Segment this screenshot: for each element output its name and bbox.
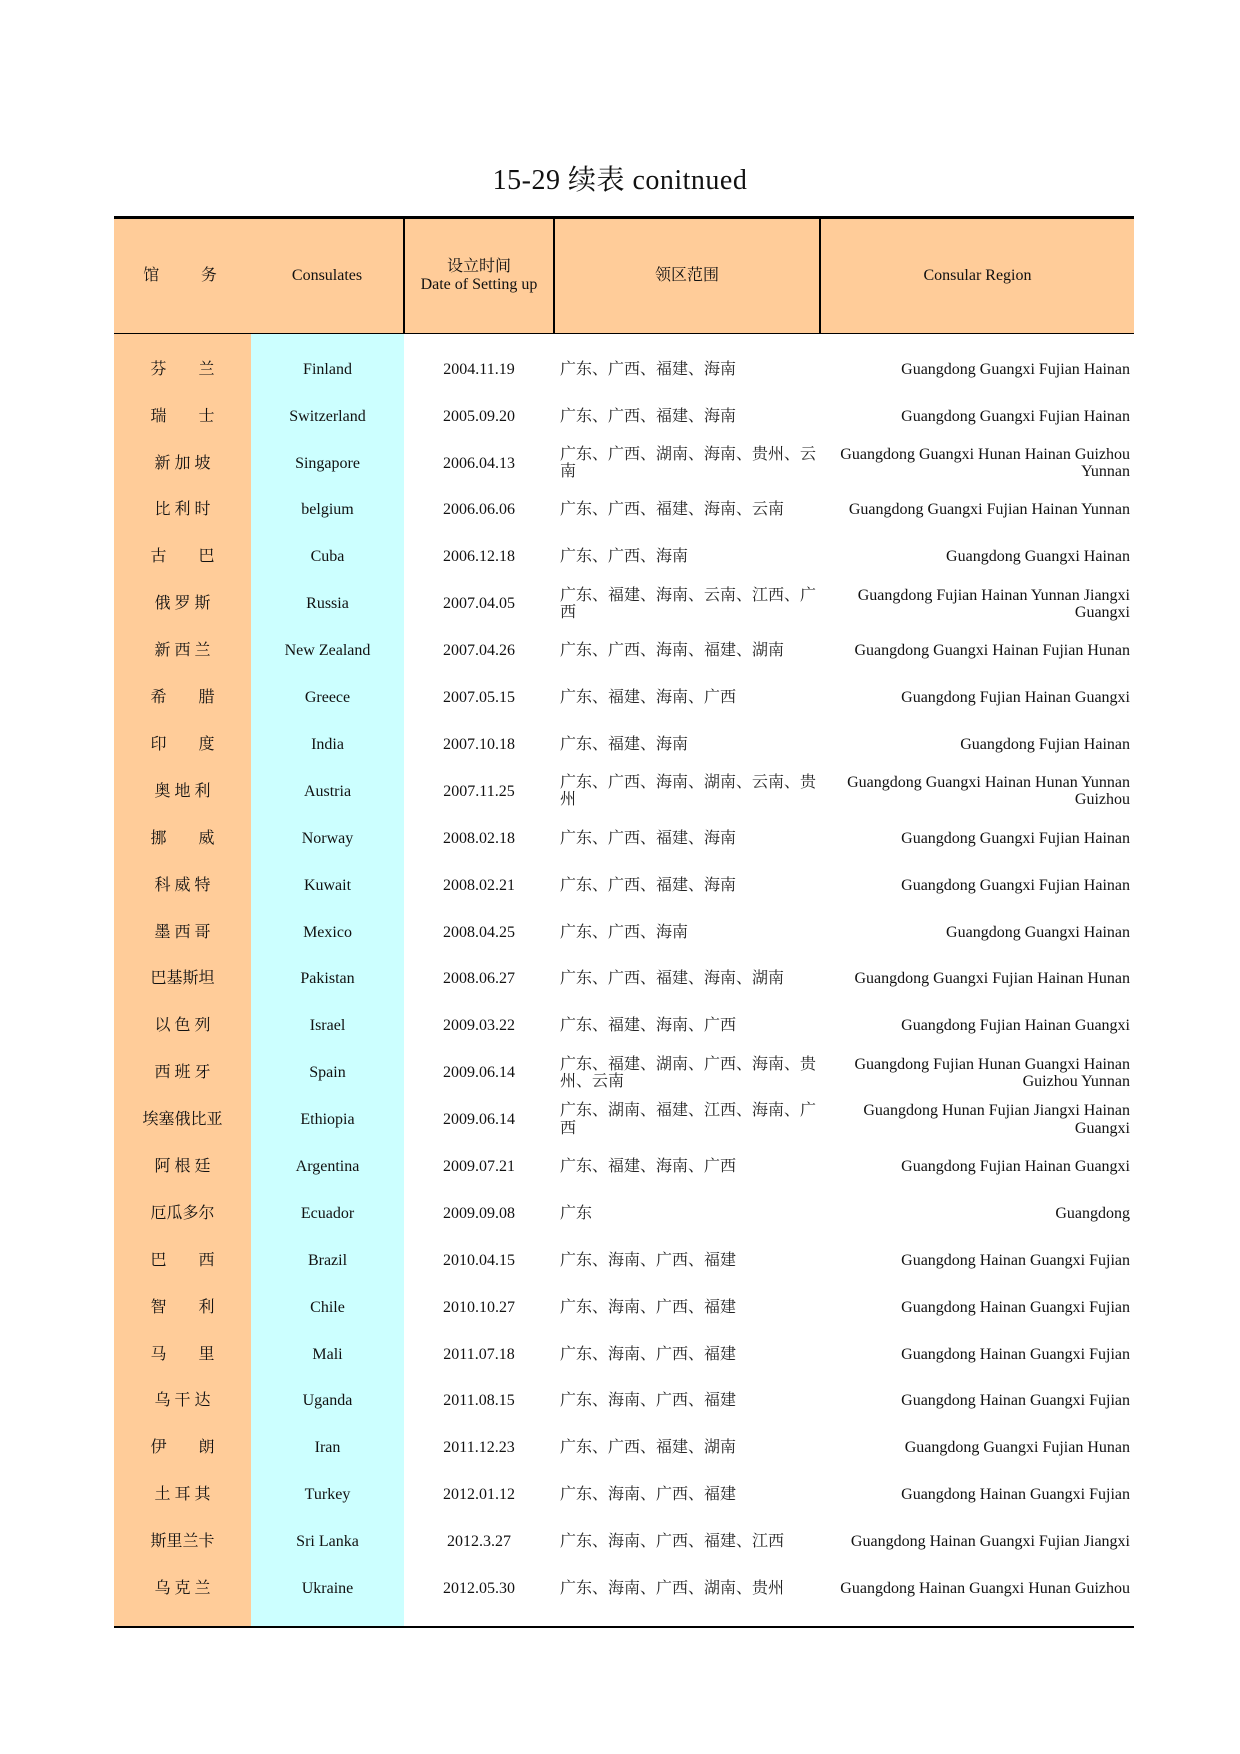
table-row <box>114 1565 1134 1612</box>
setup-date: 2009.07.21 <box>443 1157 515 1175</box>
table-row <box>114 1002 1134 1049</box>
consulate-english-name: Pakistan <box>251 956 404 1003</box>
consular-region-english: Guangdong Fujian Hainan Guangxi <box>901 689 1130 707</box>
consular-region-english: Guangdong Guangxi Fujian Hainan Hunan <box>854 970 1130 988</box>
consulate-chinese-name: 马 里 <box>114 1331 251 1378</box>
consular-region-english: Guangdong Guangxi Hainan <box>946 548 1130 566</box>
table-row <box>114 440 1134 487</box>
setup-date: 2009.09.08 <box>443 1204 515 1222</box>
table-row <box>114 1143 1134 1190</box>
consulate-english-name: Ukraine <box>251 1565 404 1612</box>
consular-region-english: Guangdong Fujian Hainan <box>960 735 1130 753</box>
consular-region-chinese: 广东、福建、海南、广西 <box>560 1017 737 1035</box>
consulate-chinese-name: 巴 西 <box>114 1237 251 1284</box>
table-row <box>114 346 1134 393</box>
table-header-row <box>114 218 1134 334</box>
consular-region-chinese: 广东、广西、福建、海南、云南 <box>560 501 785 519</box>
table-row <box>114 768 1134 815</box>
consular-region-chinese: 广东、广西、福建、海南 <box>560 876 737 894</box>
consular-region-chinese: 广东、福建、海南、广西 <box>560 689 737 707</box>
spacer-cell <box>114 1612 251 1627</box>
consular-region-chinese: 广东、海南、广西、福建 <box>560 1392 737 1410</box>
table-row <box>114 674 1134 721</box>
consular-region-english: Guangdong Guangxi Fujian Hainan <box>901 829 1130 847</box>
consular-region-chinese: 广东、海南、广西、福建 <box>560 1486 737 1504</box>
consular-region-english: Guangdong Guangxi Fujian Hainan <box>901 407 1130 425</box>
consulate-english-name: Ethiopia <box>251 1096 404 1143</box>
consulate-chinese-name: 乌 克 兰 <box>114 1565 251 1612</box>
consular-region-english: Guangdong <box>1055 1204 1130 1222</box>
consulate-chinese-name: 芬 兰 <box>114 346 251 393</box>
consular-region-chinese: 广东、广西、海南 <box>560 548 689 566</box>
table-row <box>114 1096 1134 1143</box>
setup-date: 2010.04.15 <box>443 1251 515 1269</box>
setup-date: 2008.04.25 <box>443 923 515 941</box>
setup-date: 2011.07.18 <box>443 1345 515 1363</box>
table-row <box>114 862 1134 909</box>
setup-date: 2006.04.13 <box>443 454 515 472</box>
consulate-english-name: Sri Lanka <box>251 1518 404 1565</box>
consulate-chinese-name: 土 耳 其 <box>114 1471 251 1518</box>
consulate-english-name: Singapore <box>251 440 404 487</box>
table-row <box>114 1378 1134 1425</box>
consulate-chinese-name: 挪 威 <box>114 815 251 862</box>
consular-region-english: Guangdong Hainan Guangxi Fujian <box>901 1298 1130 1316</box>
setup-date: 2007.10.18 <box>443 735 515 753</box>
consulate-chinese-name: 新 加 坡 <box>114 440 251 487</box>
table-row <box>114 956 1134 1003</box>
setup-date: 2009.06.14 <box>443 1111 515 1129</box>
consulate-chinese-name: 墨 西 哥 <box>114 909 251 956</box>
consular-region-chinese: 广东、福建、海南 <box>560 735 689 753</box>
spacer-cell <box>820 1612 1134 1627</box>
consular-region-chinese: 广东、福建、海南、云南、江西、广西 <box>560 586 817 621</box>
setup-date: 2007.04.05 <box>443 595 515 613</box>
consular-region-chinese: 广东、广西、福建、湖南 <box>560 1439 737 1457</box>
consular-region-chinese: 广东、海南、广西、福建 <box>560 1345 737 1363</box>
table-row <box>114 487 1134 534</box>
setup-date: 2008.02.18 <box>443 829 515 847</box>
setup-date: 2012.05.30 <box>443 1579 515 1597</box>
consulate-chinese-name: 印 度 <box>114 721 251 768</box>
consulates-table <box>114 216 1134 1628</box>
consular-region-english: Guangdong Guangxi Fujian Hunan <box>904 1439 1130 1457</box>
consular-region-chinese: 广东、海南、广西、福建、江西 <box>560 1533 785 1551</box>
consulate-chinese-name: 俄 罗 斯 <box>114 580 251 627</box>
consular-region-chinese: 广东、广西、海南、福建、湖南 <box>560 642 785 660</box>
consular-region-english: Guangdong Guangxi Fujian Hainan <box>901 360 1130 378</box>
consulate-english-name: India <box>251 721 404 768</box>
consulate-chinese-name: 智 利 <box>114 1284 251 1331</box>
spacer-cell <box>554 334 820 347</box>
table-row <box>114 721 1134 768</box>
spacer-cell <box>820 334 1134 347</box>
consulate-chinese-name: 瑞 士 <box>114 393 251 440</box>
consular-region-english: Guangdong Fujian Hainan Guangxi <box>901 1017 1130 1035</box>
table-row <box>114 1424 1134 1471</box>
header-consulates: Consulates <box>251 218 404 334</box>
setup-date: 2006.12.18 <box>443 548 515 566</box>
table-row <box>114 909 1134 956</box>
consulate-chinese-name: 西 班 牙 <box>114 1049 251 1096</box>
setup-date: 2008.06.27 <box>443 970 515 988</box>
consulate-english-name: Israel <box>251 1002 404 1049</box>
header-region-en: Consular Region <box>820 218 1134 334</box>
consular-region-english: Guangdong Hainan Guangxi Fujian <box>901 1486 1130 1504</box>
consular-region-english: Guangdong Fujian Hainan Guangxi <box>901 1157 1130 1175</box>
table-row <box>114 627 1134 674</box>
table-spacer-row <box>114 334 1134 347</box>
consulate-english-name: New Zealand <box>251 627 404 674</box>
consulate-english-name: Mexico <box>251 909 404 956</box>
consulate-chinese-name: 新 西 兰 <box>114 627 251 674</box>
table-end-row <box>114 1612 1134 1627</box>
consular-region-english: Guangdong Guangxi Hainan <box>946 923 1130 941</box>
consulate-english-name: Finland <box>251 346 404 393</box>
setup-date: 2008.02.21 <box>443 876 515 894</box>
consulate-chinese-name: 乌 干 达 <box>114 1378 251 1425</box>
consulate-chinese-name: 埃塞俄比亚 <box>114 1096 251 1143</box>
consulate-english-name: Greece <box>251 674 404 721</box>
consular-region-english: Guangdong Guangxi Fujian Hainan <box>901 876 1130 894</box>
consulate-chinese-name: 厄瓜多尔 <box>114 1190 251 1237</box>
consulate-chinese-name: 伊 朗 <box>114 1424 251 1471</box>
table-row <box>114 1471 1134 1518</box>
consular-region-english: Guangdong Fujian Hainan Yunnan Jiangxi Guangxi <box>857 586 1130 621</box>
table-row <box>114 534 1134 581</box>
header-date-en: Date of Setting up <box>420 276 538 293</box>
consulate-english-name: Iran <box>251 1424 404 1471</box>
consular-region-english: Guangdong Hainan Guangxi Fujian <box>901 1392 1130 1410</box>
consulate-english-name: Norway <box>251 815 404 862</box>
consulate-english-name: Kuwait <box>251 862 404 909</box>
header-chinese-name: 馆 务 <box>114 218 251 334</box>
setup-date: 2005.09.20 <box>443 407 515 425</box>
consulate-chinese-name: 比 利 时 <box>114 487 251 534</box>
table-row <box>114 1049 1134 1096</box>
setup-date: 2011.08.15 <box>443 1392 515 1410</box>
consulate-chinese-name: 以 色 列 <box>114 1002 251 1049</box>
consulate-english-name: belgium <box>251 487 404 534</box>
header-region-cn: 领区范围 <box>554 218 820 334</box>
setup-date: 2007.11.25 <box>443 782 515 800</box>
consular-region-english: Guangdong Hainan Guangxi Hunan Guizhou <box>840 1579 1130 1597</box>
header-date <box>404 218 554 334</box>
consulate-chinese-name: 古 巴 <box>114 534 251 581</box>
consular-region-chinese: 广东、海南、广西、福建 <box>560 1298 737 1316</box>
consulate-english-name: Austria <box>251 768 404 815</box>
consulate-english-name: Russia <box>251 580 404 627</box>
table-row <box>114 580 1134 627</box>
spacer-cell <box>554 1612 820 1627</box>
consular-region-chinese: 广东、广西、福建、海南 <box>560 829 737 847</box>
spacer-cell <box>404 334 554 347</box>
consular-region-chinese: 广东、广西、福建、海南、湖南 <box>560 970 785 988</box>
consulate-chinese-name: 巴基斯坦 <box>114 956 251 1003</box>
consular-region-english: Guangdong Hainan Guangxi Fujian <box>901 1251 1130 1269</box>
consulate-english-name: Switzerland <box>251 393 404 440</box>
consulate-english-name: Brazil <box>251 1237 404 1284</box>
setup-date: 2006.06.06 <box>443 501 515 519</box>
consular-region-chinese: 广东、广西、福建、海南 <box>560 407 737 425</box>
setup-date: 2012.3.27 <box>447 1533 511 1551</box>
consulate-english-name: Turkey <box>251 1471 404 1518</box>
consular-region-chinese: 广东 <box>560 1204 593 1222</box>
consular-region-chinese: 广东、海南、广西、湖南、贵州 <box>560 1579 785 1597</box>
consular-region-chinese: 广东、广西、福建、海南 <box>560 360 737 378</box>
consular-region-chinese: 广东、湖南、福建、江西、海南、广西 <box>560 1102 817 1137</box>
consular-region-chinese: 广东、福建、湖南、广西、海南、贵州、云南 <box>560 1055 817 1090</box>
spacer-cell <box>251 1612 404 1627</box>
page-title: 15-29 续表 conitnued <box>492 165 748 196</box>
consular-region-english: Guangdong Guangxi Fujian Hainan Yunnan <box>848 501 1130 519</box>
consulate-english-name: Argentina <box>251 1143 404 1190</box>
consular-region-chinese: 广东、福建、海南、广西 <box>560 1157 737 1175</box>
setup-date: 2009.03.22 <box>443 1017 515 1035</box>
spacer-cell <box>251 334 404 347</box>
table-row <box>114 1237 1134 1284</box>
consulate-chinese-name: 奥 地 利 <box>114 768 251 815</box>
consulate-english-name: Chile <box>251 1284 404 1331</box>
consular-region-english: Guangdong Guangxi Hainan Fujian Hunan <box>854 642 1130 660</box>
table-row <box>114 815 1134 862</box>
table-row <box>114 1190 1134 1237</box>
setup-date: 2007.04.26 <box>443 642 515 660</box>
consulate-english-name: Cuba <box>251 534 404 581</box>
consulate-english-name: Mali <box>251 1331 404 1378</box>
spacer-cell <box>404 1612 554 1627</box>
header-date-cn: 设立时间 <box>446 257 511 275</box>
setup-date: 2010.10.27 <box>443 1298 515 1316</box>
consular-region-chinese: 广东、海南、广西、福建 <box>560 1251 737 1269</box>
consulate-chinese-name: 阿 根 廷 <box>114 1143 251 1190</box>
consular-region-english: Guangdong Hainan Guangxi Fujian Jiangxi <box>850 1533 1130 1551</box>
consular-region-chinese: 广东、广西、湖南、海南、贵州、云南 <box>560 445 817 481</box>
consulate-chinese-name: 斯里兰卡 <box>114 1518 251 1565</box>
consular-region-english: Guangdong Hainan Guangxi Fujian <box>901 1345 1130 1363</box>
table-row <box>114 1518 1134 1565</box>
setup-date: 2012.01.12 <box>443 1486 515 1504</box>
consulate-chinese-name: 科 威 特 <box>114 862 251 909</box>
table-row <box>114 393 1134 440</box>
consulate-english-name: Uganda <box>251 1378 404 1425</box>
consulate-english-name: Ecuador <box>251 1190 404 1237</box>
table-row <box>114 1331 1134 1378</box>
setup-date: 2007.05.15 <box>443 689 515 707</box>
spacer-cell <box>114 334 251 347</box>
consular-region-english: Guangdong Guangxi Hainan Hunan Yunnan Guizhou <box>847 774 1130 809</box>
consular-region-english: Guangdong Guangxi Hunan Hainan Guizhou Yunnan <box>840 445 1130 481</box>
table-body <box>114 334 1134 1628</box>
setup-date: 2004.11.19 <box>443 360 515 378</box>
setup-date: 2011.12.23 <box>443 1439 515 1457</box>
consular-region-chinese: 广东、广西、海南 <box>560 923 689 941</box>
consular-region-english: Guangdong Hunan Fujian Jiangxi Hainan Guangxi <box>863 1102 1130 1137</box>
setup-date: 2009.06.14 <box>443 1064 515 1082</box>
consulate-english-name: Spain <box>251 1049 404 1096</box>
table-row <box>114 1284 1134 1331</box>
consular-region-chinese: 广东、广西、海南、湖南、云南、贵州 <box>560 774 817 809</box>
consular-region-english: Guangdong Fujian Hunan Guangxi Hainan Guizhou Yunnan <box>854 1055 1130 1090</box>
consulate-chinese-name: 希 腊 <box>114 674 251 721</box>
